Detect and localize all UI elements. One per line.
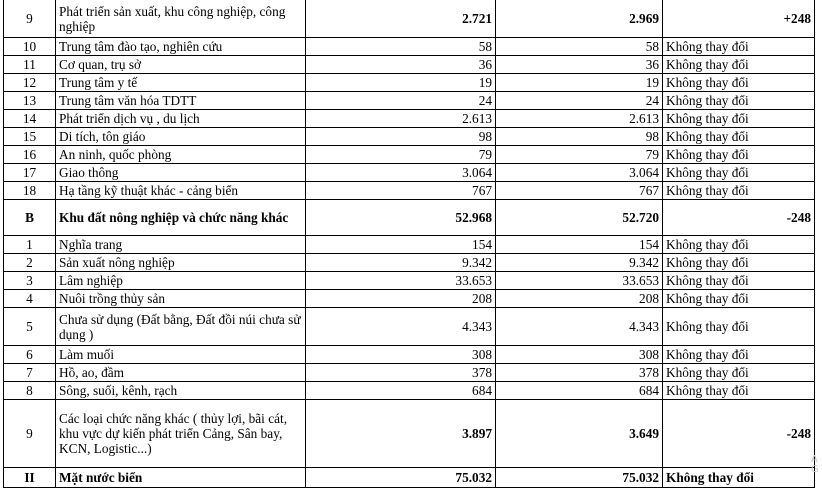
row-number: 9 — [4, 400, 56, 468]
watermark — [811, 455, 821, 485]
row-number: 17 — [4, 164, 56, 182]
row-number: 13 — [4, 92, 56, 110]
row-planned-value: 767 — [496, 182, 663, 200]
row-note: Không thay đổi — [663, 92, 815, 110]
row-current-value: 36 — [306, 56, 496, 74]
row-note: Không thay đổi — [663, 128, 815, 146]
row-note: Không thay đổi — [663, 110, 815, 128]
row-current-value: 33.653 — [306, 272, 496, 290]
row-note: Không thay đổi — [663, 182, 815, 200]
row-name: Nuôi trồng thủy sản — [56, 290, 306, 308]
row-name: Nghĩa trang — [56, 236, 306, 254]
row-note: Không thay đổi — [663, 364, 815, 382]
row-change: -248 — [663, 400, 815, 468]
row-planned-value: 378 — [496, 364, 663, 382]
row-current-value: 3.897 — [306, 400, 496, 468]
watermark-letter-bottom: G — [811, 464, 819, 475]
row-name: Lâm nghiệp — [56, 272, 306, 290]
row-name: Hồ, ao, đầm — [56, 364, 306, 382]
row-planned-value: 24 — [496, 92, 663, 110]
row-number: II — [4, 468, 56, 488]
row-note: Không thay đổi — [663, 146, 815, 164]
row-planned-value: 9.342 — [496, 254, 663, 272]
row-note: Không thay đổi — [663, 290, 815, 308]
table-row — [4, 382, 815, 400]
row-current-value: 154 — [306, 236, 496, 254]
row-current-value: 378 — [306, 364, 496, 382]
table-row — [4, 146, 815, 164]
row-planned-value: 79 — [496, 146, 663, 164]
row-number: 6 — [4, 346, 56, 364]
row-note: Không thay đổi — [663, 272, 815, 290]
row-note: Không thay đổi — [663, 38, 815, 56]
row-note: Không thay đổi — [663, 74, 815, 92]
row-planned-value: 308 — [496, 346, 663, 364]
row-number: 16 — [4, 146, 56, 164]
row-planned-value: 4.343 — [496, 308, 663, 346]
row-name: Hạ tầng kỹ thuật khác - cảng biển — [56, 182, 306, 200]
row-planned-value: 36 — [496, 56, 663, 74]
row-planned-value: 2.613 — [496, 110, 663, 128]
row-name: Giao thông — [56, 164, 306, 182]
row-change: -248 — [663, 200, 815, 236]
row-number: B — [4, 200, 56, 236]
table-row — [4, 0, 815, 38]
row-name: Di tích, tôn giáo — [56, 128, 306, 146]
row-number: 4 — [4, 290, 56, 308]
row-planned-value: 684 — [496, 382, 663, 400]
land-use-table-body — [4, 0, 815, 488]
row-name: Các loại chức năng khác ( thủy lợi, bãi cát, khu vực dự kiến phát triển Cảng, Sân bay, KCN, Logistic...) — [56, 400, 306, 468]
table-row — [4, 468, 815, 488]
table-row — [4, 128, 815, 146]
row-planned-value: 2.969 — [496, 0, 663, 38]
row-number: 12 — [4, 74, 56, 92]
table-row — [4, 272, 815, 290]
row-name: Chưa sử dụng (Đất bằng, Đất đồi núi chưa sử dụng ) — [56, 308, 306, 346]
row-name: Mặt nước biển — [56, 468, 306, 488]
row-current-value: 684 — [306, 382, 496, 400]
row-number: 9 — [4, 0, 56, 38]
table-row — [4, 74, 815, 92]
land-use-table — [3, 0, 815, 488]
table-row — [4, 346, 815, 364]
table-row — [4, 110, 815, 128]
row-number: 11 — [4, 56, 56, 74]
row-current-value: 2.613 — [306, 110, 496, 128]
row-name: An ninh, quốc phòng — [56, 146, 306, 164]
row-current-value: 79 — [306, 146, 496, 164]
row-name: Trung tâm y tế — [56, 74, 306, 92]
row-current-value: 308 — [306, 346, 496, 364]
row-name: Sông, suối, kênh, rạch — [56, 382, 306, 400]
row-name: Làm muối — [56, 346, 306, 364]
row-name: Phát triển dịch vụ , du lịch — [56, 110, 306, 128]
row-planned-value: 208 — [496, 290, 663, 308]
row-current-value: 19 — [306, 74, 496, 92]
row-current-value: 58 — [306, 38, 496, 56]
table-row — [4, 364, 815, 382]
table-row — [4, 400, 815, 468]
row-current-value: 2.721 — [306, 0, 496, 38]
table-row — [4, 308, 815, 346]
row-note: Không thay đổi — [663, 236, 815, 254]
row-name: Sản xuất nông nghiệp — [56, 254, 306, 272]
row-current-value: 24 — [306, 92, 496, 110]
row-planned-value: 33.653 — [496, 272, 663, 290]
row-name: Trung tâm văn hóa TDTT — [56, 92, 306, 110]
row-number: 14 — [4, 110, 56, 128]
row-note: Không thay đổi — [663, 56, 815, 74]
row-planned-value: 52.720 — [496, 200, 663, 236]
row-number: 18 — [4, 182, 56, 200]
watermark-letter-top: A — [811, 454, 818, 465]
row-number: 8 — [4, 382, 56, 400]
row-number: 15 — [4, 128, 56, 146]
table-row — [4, 164, 815, 182]
row-current-value: 75.032 — [306, 468, 496, 488]
row-note: Không thay đổi — [663, 164, 815, 182]
row-planned-value: 3.064 — [496, 164, 663, 182]
row-current-value: 208 — [306, 290, 496, 308]
row-current-value: 3.064 — [306, 164, 496, 182]
row-note: Không thay đổi — [663, 308, 815, 346]
table-row — [4, 200, 815, 236]
row-number: 5 — [4, 308, 56, 346]
row-planned-value: 75.032 — [496, 468, 663, 488]
table-row — [4, 290, 815, 308]
table-row — [4, 182, 815, 200]
row-current-value: 4.343 — [306, 308, 496, 346]
table-row — [4, 92, 815, 110]
row-current-value: 767 — [306, 182, 496, 200]
row-number: 10 — [4, 38, 56, 56]
row-planned-value: 3.649 — [496, 400, 663, 468]
row-number: 3 — [4, 272, 56, 290]
row-name: Khu đất nông nghiệp và chức năng khác — [56, 200, 306, 236]
row-name: Trung tâm đào tạo, nghiên cứu — [56, 38, 306, 56]
row-current-value: 98 — [306, 128, 496, 146]
row-change: +248 — [663, 0, 815, 38]
row-note: Không thay đổi — [663, 254, 815, 272]
row-number: 1 — [4, 236, 56, 254]
table-row — [4, 56, 815, 74]
row-number: 7 — [4, 364, 56, 382]
row-current-value: 52.968 — [306, 200, 496, 236]
row-planned-value: 98 — [496, 128, 663, 146]
row-note: Không thay đổi — [663, 346, 815, 364]
table-row — [4, 38, 815, 56]
row-planned-value: 19 — [496, 74, 663, 92]
table-row — [4, 236, 815, 254]
row-note: Không thay đổi — [663, 468, 815, 488]
row-name: Phát triển sản xuất, khu công nghiệp, công nghiệp — [56, 0, 306, 38]
row-note: Không thay đổi — [663, 382, 815, 400]
row-name: Cơ quan, trụ sở — [56, 56, 306, 74]
row-number: 2 — [4, 254, 56, 272]
row-planned-value: 58 — [496, 38, 663, 56]
row-current-value: 9.342 — [306, 254, 496, 272]
table-row — [4, 254, 815, 272]
row-planned-value: 154 — [496, 236, 663, 254]
